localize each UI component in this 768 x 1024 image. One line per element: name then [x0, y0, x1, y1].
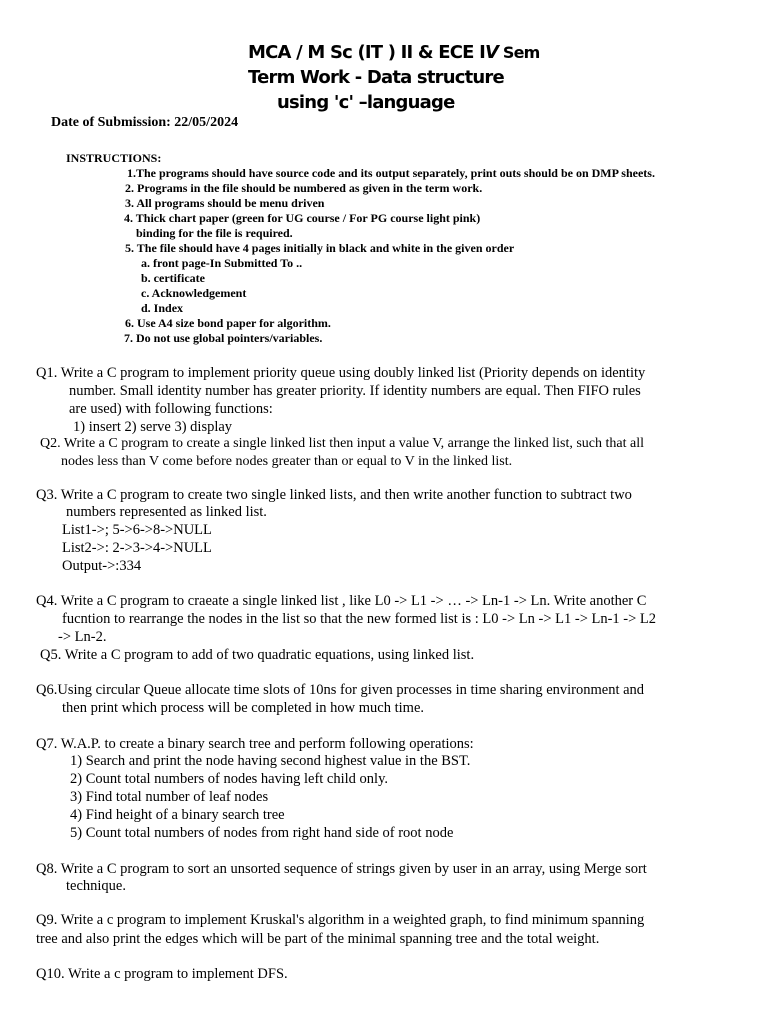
- question-line: 3) Find total number of leaf nodes: [70, 789, 269, 805]
- instruction-item: 6. Use A4 size bond paper for algorithm.: [125, 316, 331, 330]
- question-line: List2->: 2->3->4->NULL: [62, 540, 212, 556]
- question-line: then print which process will be completed in how much time.: [62, 700, 425, 716]
- instruction-item: 1.The programs should have source code and its output separately, print outs should be on DMP sheets.: [127, 166, 655, 180]
- instruction-item: binding for the file is required.: [136, 226, 293, 240]
- instruction-item: 3. All programs should be menu driven: [125, 196, 325, 210]
- question-line: Q3. Write a C program to create two single linked lists, and then write another function to subtract two: [36, 487, 632, 503]
- question-line: Q5. Write a C program to add of two quadratic equations, using linked list.: [40, 647, 475, 663]
- question-line: Q9. Write a c program to implement Kruskal's algorithm in a weighted graph, to find minimum spanning: [36, 912, 645, 928]
- question-line: Q10. Write a c program to implement DFS.: [36, 966, 288, 982]
- instruction-item: a. front page-In Submitted To ..: [141, 256, 303, 270]
- question-line: Q2. Write a C program to create a single linked list then input a value V, arrange the linked list, such that all: [40, 436, 645, 451]
- question-line: nodes less than V come before nodes greater than or equal to V in the linked list.: [61, 454, 513, 469]
- instruction-item: 5. The file should have 4 pages initially in black and white in the given order: [125, 241, 515, 255]
- instruction-item: c. Acknowledgement: [141, 286, 247, 300]
- question-line: Q4. Write a C program to craeate a single linked list , like L0 -> L1 -> … -> Ln-1 -> Ln. Write another C: [36, 593, 647, 609]
- question-line: Q1. Write a C program to implement priority queue using doubly linked list (Priority depends on identity: [36, 365, 646, 381]
- question-line: 5) Count total numbers of nodes from right hand side of root node: [70, 825, 454, 841]
- instruction-item: 2. Programs in the file should be numbered as given in the term work.: [125, 181, 483, 195]
- question-line: Q6.Using circular Queue allocate time slots of 10ns for given processes in time sharing environment and: [36, 682, 645, 698]
- question-line: Output->:334: [62, 558, 142, 574]
- header-line-subject: Term Work - Data structure: [248, 67, 504, 88]
- question-line: tree and also print the edges which will be part of the minimal spanning tree and the total weight.: [36, 931, 600, 947]
- instruction-item: 4. Thick chart paper (green for UG course / For PG course light pink): [124, 211, 481, 225]
- question-line: are used) with following functions:: [69, 401, 273, 417]
- question-line: technique.: [66, 878, 126, 894]
- instruction-item: d. Index: [141, 301, 184, 315]
- question-line: 4) Find height of a binary search tree: [70, 807, 285, 823]
- header-line-course: [248, 42, 540, 64]
- header-course-italic: V: [485, 42, 499, 63]
- question-line: List1->; 5->6->8->NULL: [62, 522, 212, 538]
- instruction-item: b. certificate: [141, 271, 205, 285]
- question-line: -> Ln-2.: [58, 629, 107, 645]
- question-line: 1) Search and print the node having second highest value in the BST.: [70, 753, 471, 769]
- question-line: numbers represented as linked list.: [66, 504, 267, 520]
- question-line: fucntion to rearrange the nodes in the list so that the new formed list is : L0 -> Ln -> L1 -> Ln-1 -> L2: [62, 611, 657, 627]
- question-line: Q8. Write a C program to sort an unsorted sequence of strings given by user in an array, using Merge sort: [36, 861, 647, 877]
- instructions-heading: INSTRUCTIONS:: [66, 151, 162, 165]
- header-course-text: MCA / M Sc (IT ) II & ECE I: [248, 42, 485, 63]
- question-line: 2) Count total numbers of nodes having left child only.: [70, 771, 389, 787]
- header-course-sem: Sem: [498, 43, 540, 62]
- question-line: 1) insert 2) serve 3) display: [73, 419, 233, 435]
- instruction-item: 7. Do not use global pointers/variables.: [124, 331, 323, 345]
- question-line: Q7. W.A.P. to create a binary search tree and perform following operations:: [36, 736, 474, 752]
- header-line-language: using 'c' –language: [277, 92, 455, 113]
- date-of-submission: Date of Submission: 22/05/2024: [51, 115, 239, 130]
- question-line: number. Small identity number has greater priority. If identity numbers are equal. Then FIFO rules: [69, 383, 641, 399]
